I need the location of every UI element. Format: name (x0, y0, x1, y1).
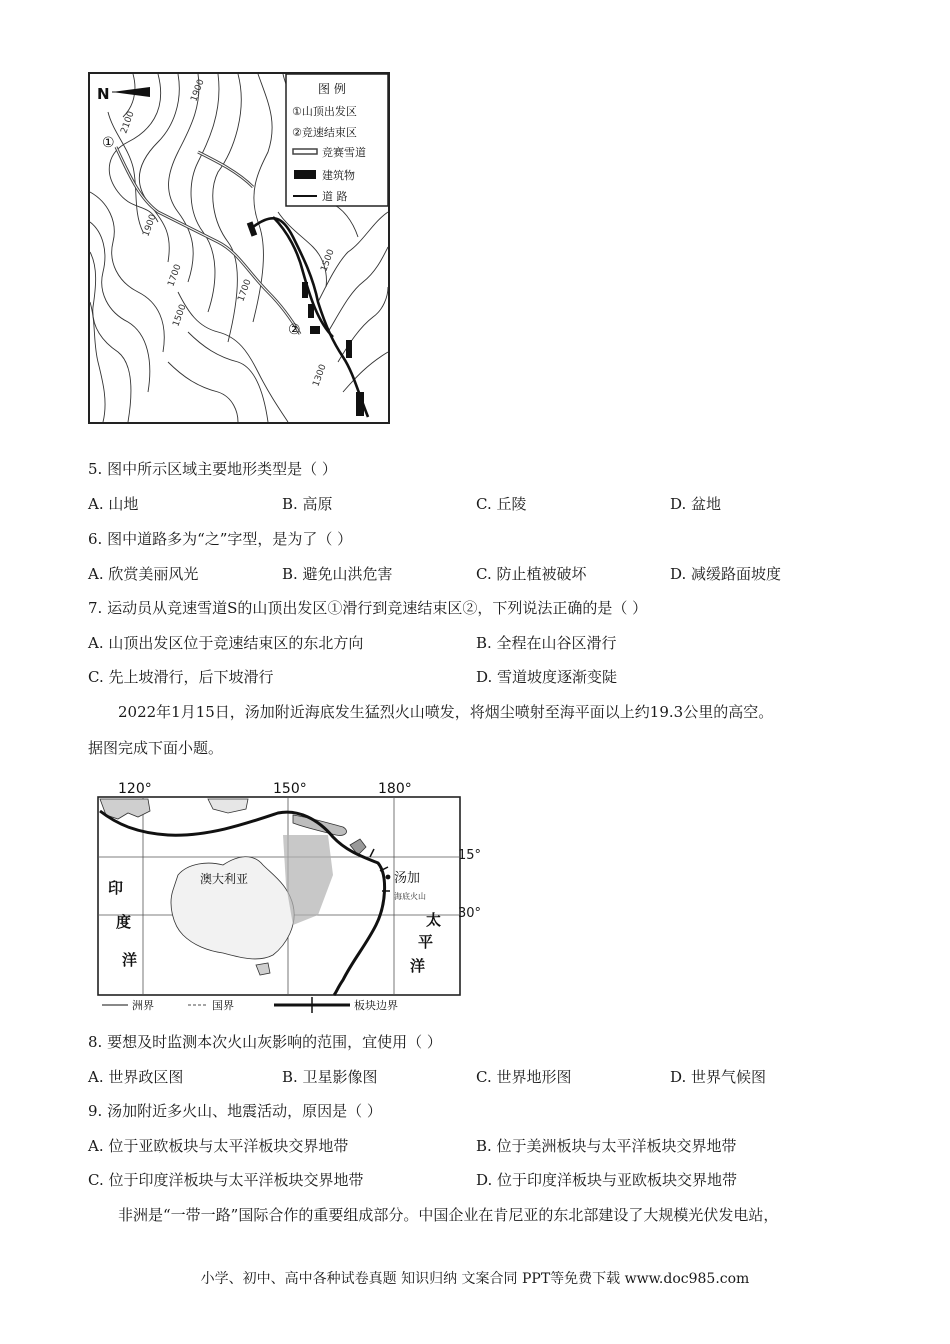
tonga-label: 汤加 (394, 871, 421, 886)
svg-text:1700: 1700 (236, 278, 254, 304)
q7-option-b: B. 全程在山谷区滑行 (476, 634, 617, 652)
svg-text:1500: 1500 (319, 248, 337, 274)
q9-option-c: C. 位于印度洋板块与太平洋板块交界地带 (88, 1171, 364, 1189)
svg-text:洋: 洋 (122, 951, 138, 969)
question-7-stem: 7. 运动员从竞速雪道S的山顶出发区①滑行到竞速结束区②，下列说法正确的是（ ） (88, 599, 648, 617)
q8-option-b: B. 卫星影像图 (282, 1068, 378, 1086)
q6-option-c: C. 防止植被破坏 (476, 565, 587, 583)
start-marker: ① (102, 135, 115, 151)
intro-paragraph-2-line-1: 2022年1月15日，汤加附近海底发生猛烈火山喷发，将烟尘喷射至海平面以上约19.3公里的高空。 (118, 703, 774, 721)
contour-map (88, 72, 390, 424)
svg-text:道 路: 道 路 (322, 190, 348, 203)
question-6-stem: 6. 图中道路多为“之”字型，是为了（ ） (88, 530, 353, 548)
end-marker: ② (288, 322, 301, 338)
svg-text:太: 太 (426, 911, 442, 929)
map-legend (286, 74, 388, 206)
page-footer: 小学、初中、高中各种试卷真题 知识归纳 文案合同 PPT等免费下载 www.doc985.com (200, 1271, 750, 1287)
q5-option-c: C. 丘陵 (476, 495, 527, 513)
question-5-stem: 5. 图中所示区域主要地形类型是（ ） (88, 460, 337, 478)
q8-option-c: C. 世界地形图 (476, 1068, 572, 1086)
q6-option-b: B. 避免山洪危害 (282, 565, 393, 583)
q5-option-b: B. 高原 (282, 495, 333, 513)
map2-legend (102, 997, 398, 1013)
svg-text:1900: 1900 (141, 213, 159, 239)
svg-text:2100: 2100 (119, 110, 137, 136)
lat-label-15: 15° (458, 848, 482, 863)
q6-option-a: A. 欣赏美丽风光 (88, 565, 199, 583)
q8-option-d: D. 世界气候图 (670, 1068, 767, 1086)
q7-option-d: D. 雪道坡度逐渐变陡 (476, 668, 618, 686)
svg-text:板块边界: 板块边界 (354, 999, 398, 1012)
svg-text:印: 印 (108, 879, 124, 897)
svg-text:建筑物: 建筑物 (322, 169, 355, 182)
tonga-volcano-label: 海底火山 (394, 892, 426, 901)
lon-label-150: 150° (273, 781, 307, 797)
q7-option-c: C. 先上坡滑行，后下坡滑行 (88, 668, 274, 686)
svg-text:②竞速结束区: ②竞速结束区 (292, 126, 357, 139)
svg-text:平: 平 (418, 933, 434, 951)
svg-text:1300: 1300 (311, 363, 329, 389)
q9-option-b: B. 位于美洲板块与太平洋板块交界地带 (476, 1137, 737, 1155)
svg-text:国界: 国界 (212, 999, 234, 1012)
lon-label-180: 180° (378, 781, 412, 797)
svg-text:洲界: 洲界 (132, 999, 154, 1012)
intro-paragraph-2-line-2: 据图完成下面小题。 (88, 739, 224, 757)
question-9-stem: 9. 汤加附近多火山、地震活动，原因是（ ） (88, 1102, 382, 1120)
q7-option-a: A. 山顶出发区位于竞速结束区的东北方向 (88, 634, 364, 652)
svg-text:1900: 1900 (189, 78, 207, 104)
q5-option-a: A. 山地 (88, 495, 139, 513)
q8-option-a: A. 世界政区图 (88, 1068, 184, 1086)
question-8-stem: 8. 要想及时监测本次火山灰影响的范围，宜使用（ ） (88, 1033, 442, 1051)
plate-boundary-map (88, 775, 464, 1015)
svg-text:度: 度 (116, 913, 132, 931)
svg-text:洋: 洋 (410, 957, 426, 975)
svg-text:N: N (97, 85, 110, 103)
svg-text:图 例: 图 例 (318, 82, 346, 96)
australia-label: 澳大利亚 (200, 872, 249, 886)
svg-text:①山顶出发区: ①山顶出发区 (292, 105, 357, 118)
q9-option-d: D. 位于印度洋板块与亚欧板块交界地带 (476, 1171, 738, 1189)
q5-option-d: D. 盆地 (670, 495, 722, 513)
svg-text:1700: 1700 (166, 263, 184, 289)
tonga-point (386, 875, 391, 880)
q6-option-d: D. 减缓路面坡度 (670, 565, 782, 583)
lon-label-120: 120° (118, 781, 152, 797)
intro-paragraph-3: 非洲是“一带一路”国际合作的重要组成部分。中国企业在肯尼亚的东北部建设了大规模光伏发电站， (118, 1206, 779, 1224)
svg-text:1500: 1500 (171, 303, 189, 329)
q9-option-a: A. 位于亚欧板块与太平洋板块交界地带 (88, 1137, 349, 1155)
svg-text:竞赛雪道: 竞赛雪道 (322, 146, 366, 159)
lat-label-30: 30° (458, 906, 482, 921)
